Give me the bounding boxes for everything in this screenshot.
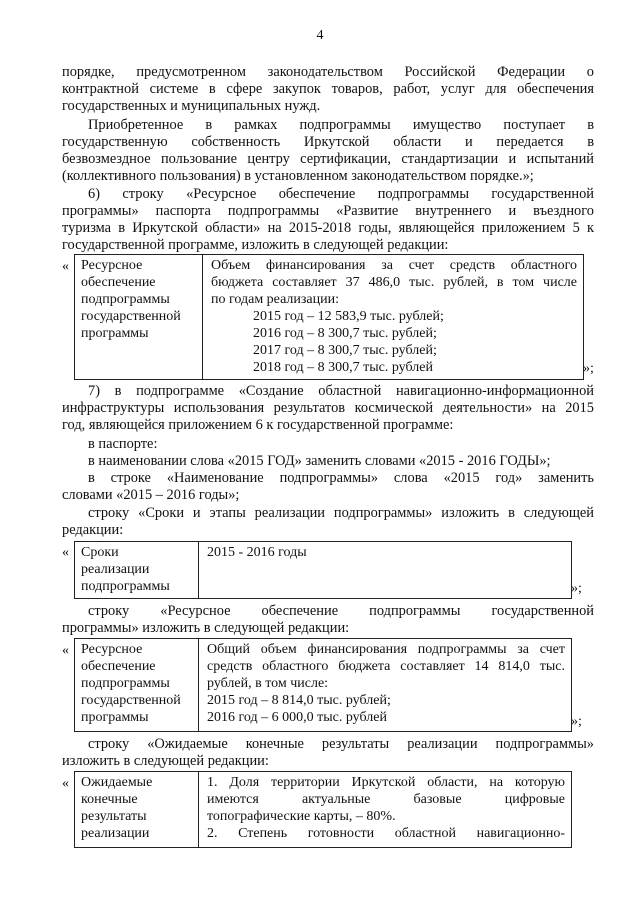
year-line: 2015 год – 8 814,0 тыс. рублей; [207,693,391,708]
text-line: в строке «Наименование подпрограммы» слова «2015 год» заменить [88,470,594,486]
paragraph-3 [62,186,594,254]
text-line: 7) в подпрограмме «Создание областной навигационно-информационной [88,383,594,399]
label-line: Ресурсное [81,642,143,657]
text-line: строку «Ресурсное обеспечение подпрограммы государственной [88,603,594,619]
label-line: подпрограммы [81,292,170,307]
text-line: программы» паспорта подпрограммы «Развитие внутреннего и въездного [62,203,594,219]
text-line: строку «Ожидаемые конечные результаты реализации подпрограммы» [88,736,594,752]
text-line: программы» изложить в следующей редакции: [62,620,350,636]
label-line: подпрограммы [81,579,170,594]
label-line: обеспечение [81,659,156,674]
open-quote: « [62,776,69,791]
text-line: контрактной системе в сфере закупок товаров, работ, услуг для обеспечения [62,81,594,97]
text-line: (коллективного пользования) в установленном законодательством порядке.»; [62,168,534,184]
value-line: Объем финансирования за счет средств областного [211,258,577,273]
table-value-cell [199,542,571,598]
text-line: туризма в Иркутской области» на 2015-2018 годы, являющейся приложением 5 к [62,220,594,236]
open-quote: « [62,643,69,658]
table-label-cell [75,542,199,598]
label-line: Ожидаемые [81,775,153,790]
resource-table-1 [74,254,584,380]
year-line: 2018 год – 8 300,7 тыс. рублей [253,360,433,375]
results-table [74,771,572,848]
resource-table-2 [74,638,572,732]
close-quote: »; [571,714,582,729]
item-name [62,453,594,470]
value-line: имеются актуальные базовые цифровые [207,792,565,807]
value-line: 2015 - 2016 годы [207,545,307,560]
item-row-name [62,470,594,504]
value-line: топографические карты, – 80%. [207,809,396,824]
label-line: конечные [81,792,138,807]
value-line: 2. Степень готовности областной навигационно- [207,826,565,841]
text-line: государственной программе, изложить в следующей редакции: [62,237,449,253]
item-terms [62,505,594,539]
year-line: 2017 год – 8 300,7 тыс. рублей; [253,343,437,358]
text-line: изложить в следующей редакции: [62,753,269,769]
text-line: в наименовании слова «2015 ГОД» заменить словами «2015 - 2016 ГОДЫ»; [88,453,551,469]
paragraph-4 [62,383,594,434]
close-quote: »; [583,361,594,376]
value-line: рублей, в том числе: [207,676,329,691]
label-line: программы [81,710,149,725]
text-line: Приобретенное в рамках подпрограммы имущество поступает в [88,117,594,133]
text-line: в паспорте: [88,436,158,452]
label-line: реализации [81,562,150,577]
label-line: государственной [81,693,181,708]
item-passport [62,436,594,453]
label-line: программы [81,326,149,341]
value-line: по годам реализации: [211,292,339,307]
text-line: словами «2015 – 2016 годы»; [62,487,240,503]
paragraph-2 [62,117,594,185]
terms-table [74,541,572,599]
text-line: инфраструктуры использования результатов космической деятельности» на 2015 [62,400,594,416]
table-label-cell [75,255,203,379]
label-line: реализации [81,826,150,841]
table-label-cell [75,772,199,847]
table-value-cell [203,255,583,379]
label-line: подпрограммы [81,676,170,691]
table-value-cell [199,772,571,847]
text-line: год, являющейся приложением 6 к государственной программе: [62,417,454,433]
value-line: 1. Доля территории Иркутской области, на которую [207,775,565,790]
text-line: порядке, предусмотренном законодательством Российской Федерации о [62,64,594,80]
label-line: результаты [81,809,147,824]
year-line: 2016 год – 8 300,7 тыс. рублей; [253,326,437,341]
text-line: 6) строку «Ресурсное обеспечение подпрограммы государственной [88,186,594,202]
page-number: 4 [316,28,324,43]
text-line: государственную собственность Иркутской области и передается в [62,134,594,150]
year-line: 2016 год – 6 000,0 тыс. рублей [207,710,387,725]
item-results [62,736,594,770]
label-line: обеспечение [81,275,156,290]
open-quote: « [62,259,69,274]
value-line: бюджета составляет 37 486,0 тыс. рублей, в том числе [211,275,577,290]
table-value-cell [199,639,571,731]
text-line: безвозмездное пользование центру сертификации, стандартизации и испытаний [62,151,594,167]
value-line: средств областного бюджета составляет 14 814,0 тыс. [207,659,565,674]
open-quote: « [62,545,69,560]
text-line: строку «Сроки и этапы реализации подпрограммы» изложить в следующей [88,505,594,521]
table-label-cell [75,639,199,731]
year-line: 2015 год – 12 583,9 тыс. рублей; [253,309,444,324]
text-line: редакции: [62,522,124,538]
close-quote: »; [571,581,582,596]
value-line: Общий объем финансирования подпрограммы за счет [207,642,565,657]
item-resources [62,603,594,637]
label-line: Ресурсное [81,258,143,273]
label-line: Сроки [81,545,119,560]
text-line: государственных и муниципальных нужд. [62,98,321,114]
paragraph-1 [62,64,594,115]
label-line: государственной [81,309,181,324]
